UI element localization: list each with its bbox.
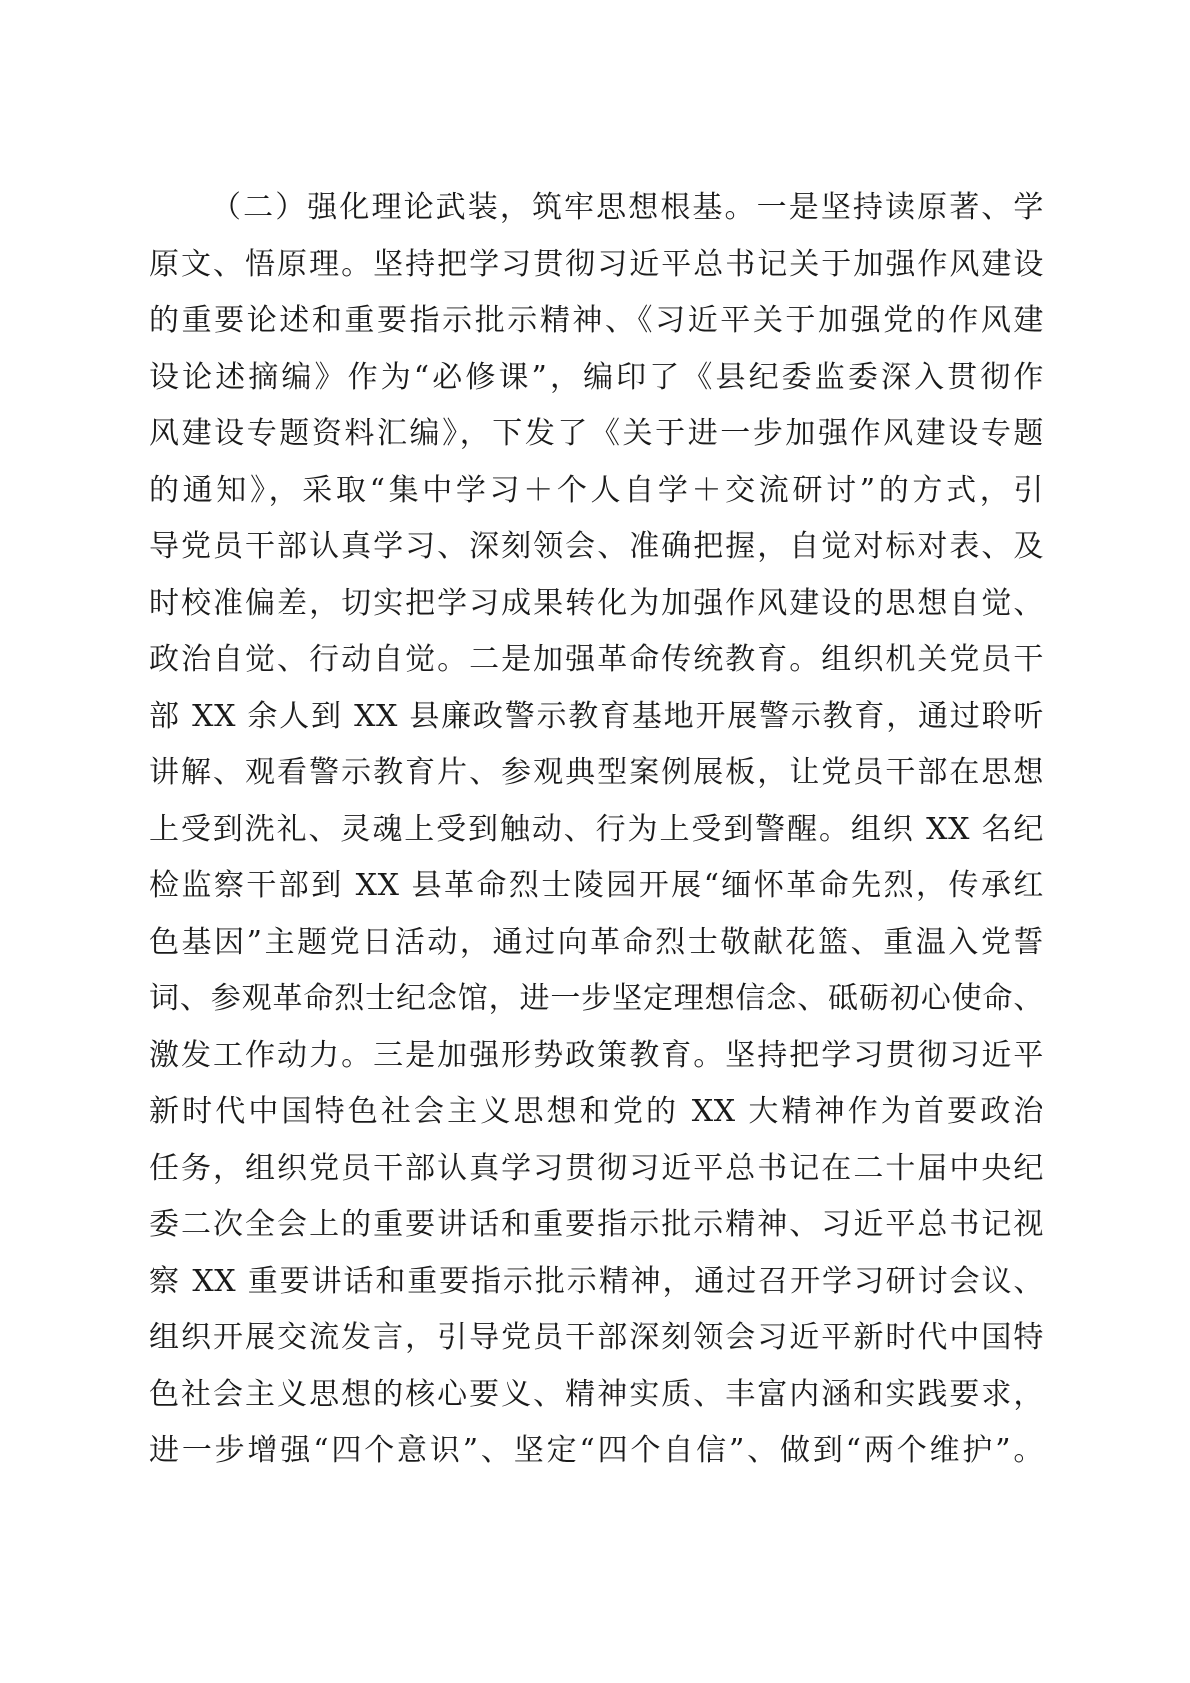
text-line: （二）强化理论武装，筑牢思想根基。一是坚持读原著、学 (211, 190, 1044, 225)
text-line: 的重要论述和重要指示批示精神、《习近平关于加强党的作风建 (149, 303, 1044, 338)
text-line: 政治自觉、行动自觉。二是加强革命传统教育。组织机关党员干 (149, 642, 1044, 677)
text-line: 检监察干部到 XX 县革命烈士陵园开展“缅怀革命先烈，传承红 (149, 868, 1044, 903)
text-line: 风建设专题资料汇编》，下发了《关于进一步加强作风建设专题 (149, 416, 1044, 451)
text-line: 讲解、观看警示教育片、参观典型案例展板，让党员干部在思想 (149, 755, 1044, 790)
text-line: 词、参观革命烈士纪念馆，进一步坚定理想信念、砥砺初心使命、 (149, 981, 1044, 1016)
text-line: 组织开展交流发言，引导党员干部深刻领会习近平新时代中国特 (149, 1320, 1044, 1355)
text-line: 色社会主义思想的核心要义、精神实质、丰富内涵和实践要求， (149, 1376, 1044, 1412)
text-line: 任务，组织党员干部认真学习贯彻习近平总书记在二十届中央纪 (149, 1150, 1044, 1186)
paragraph (149, 180, 1044, 1480)
text-line: 原文、悟原理。坚持把学习贯彻习近平总书记关于加强作风建设 (149, 246, 1044, 282)
text-line: 上受到洗礼、灵魂上受到触动、行为上受到警醒。组织 XX 名纪 (149, 811, 1044, 847)
text-line: 的通知》，采取“集中学习＋个人自学＋交流研讨”的方式，引 (149, 472, 1044, 508)
text-line: 新时代中国特色社会主义思想和党的 XX 大精神作为首要政治 (149, 1094, 1044, 1129)
section-number: （二） (211, 190, 308, 225)
text-line: 察 XX 重要讲话和重要指示批示精神，通过召开学习研讨会议、 (149, 1263, 1044, 1299)
text-line: 委二次全会上的重要讲话和重要指示批示精神、习近平总书记视 (149, 1207, 1044, 1242)
text-line: 导党员干部认真学习、深刻领会、准确把握，自觉对标对表、及 (149, 529, 1044, 564)
text-line: 部 XX 余人到 XX 县廉政警示教育基地开展警示教育，通过聆听 (149, 698, 1044, 734)
text-line: 进一步增强“四个意识”、坚定“四个自信”、做到“两个维护”。 (149, 1433, 1044, 1468)
text-line: 时校准偏差，切实把学习成果转化为加强作风建设的思想自觉、 (149, 585, 1044, 621)
text-line: 设论述摘编》作为“必修课”，编印了《县纪委监委深入贯彻作 (149, 359, 1044, 395)
text-line: 激发工作动力。三是加强形势政策教育。坚持把学习贯彻习近平 (149, 1037, 1044, 1073)
text-line: 色基因”主题党日活动，通过向革命烈士敬献花篮、重温入党誓 (149, 924, 1044, 960)
